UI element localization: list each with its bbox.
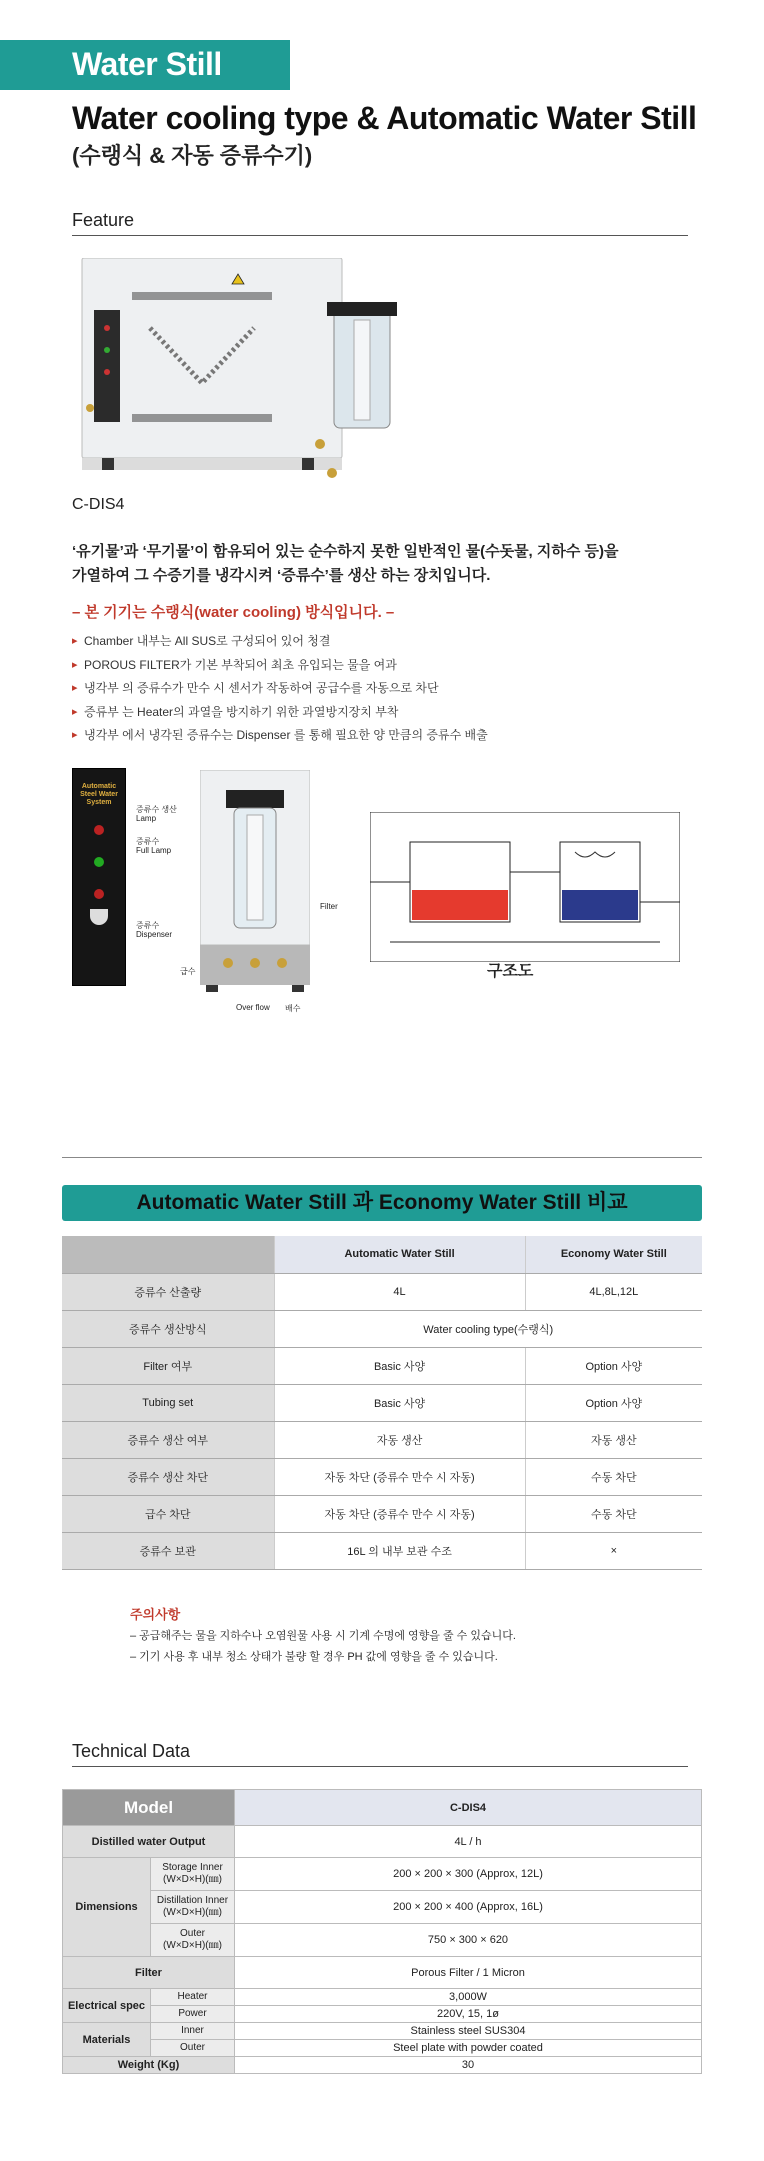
outer-dim-name: Outer [179,1928,205,1939]
distillation-inner-name: Distillation Inner [156,1895,229,1906]
overflow-callout: Over flow [236,1003,270,1012]
distillation-inner-label [151,1891,235,1924]
table-row [62,1495,702,1532]
storage-inner-name: Storage Inner [162,1862,223,1873]
row-label: 급수 차단 [62,1495,274,1532]
drain-callout: 배수 [285,1004,301,1013]
table-row [63,2057,702,2074]
output-value: 4L / h [235,1826,702,1858]
comparison-table [62,1236,702,1570]
table-row [63,1989,702,2006]
callout-dispenser-sub: Dispenser [136,930,173,939]
table-cell: 4L,8L,12L [525,1273,702,1310]
row-label: 증류수 생산 여부 [62,1421,274,1458]
cooling-type-highlight: – 본 기기는 수랭식(water cooling) 방식입니다. – [72,604,395,621]
table-cell: Basic 사양 [274,1347,525,1384]
distillation-inner-value: 200 × 200 × 400 (Approx, 16L) [235,1891,702,1924]
structure-label: 구조도 [487,963,534,980]
production-lamp-icon [94,825,104,835]
table-cell: 자동 생산 [274,1421,525,1458]
table-row [63,1924,702,1957]
table-cell: Option 사양 [525,1384,702,1421]
storage-inner-unit: (W×D×H)(㎜) [163,1874,222,1885]
row-label: 증류수 산출량 [62,1273,274,1310]
output-label: Distilled water Output [63,1826,235,1858]
electrical-label: Electrical spec [63,1989,151,2023]
table-row [63,1957,702,1989]
table-cell: 수동 차단 [525,1495,702,1532]
table-row [63,2006,702,2023]
table-header-cell: Economy Water Still [525,1236,702,1273]
technical-data-table [62,1789,702,2074]
weight-label: Weight (Kg) [63,2057,235,2074]
control-panel-image [72,768,126,986]
feature-list [72,630,712,748]
table-header-row [62,1236,702,1273]
page-title: Water cooling type & Automatic Water Still [72,100,697,136]
full-lamp-icon [94,857,104,867]
heater-label: Heater [151,1989,235,2006]
feature-item: ▸ 증류부 는 Heater의 과열을 방지하기 위한 과열방지장치 부착 [72,701,712,725]
product-model-label: C-DIS4 [72,496,125,513]
table-row [63,1790,702,1826]
note-item: – 기기 사용 후 내부 청소 상태가 불량 할 경우 PH 값에 영향을 줄 수 있습니다. [130,1651,498,1663]
filter-callout: Filter [320,902,338,911]
table-row [63,2023,702,2040]
model-value: C-DIS4 [235,1790,702,1826]
table-cell: Basic 사양 [274,1384,525,1421]
outer-dim-label [151,1924,235,1957]
table-row [62,1532,702,1569]
row-label: 증류수 생산방식 [62,1310,274,1347]
inner-material-label: Inner [151,2023,235,2040]
note-item: – 공급해주는 물을 지하수나 오염원물 사용 시 기계 수명에 영향을 줄 수 있습니다. [130,1630,516,1642]
table-row [62,1458,702,1495]
outer-dim-unit: (W×D×H)(㎜) [163,1940,222,1951]
table-row [63,1826,702,1858]
row-label: Filter 여부 [62,1347,274,1384]
materials-label: Materials [63,2023,151,2057]
table-cell: 4L [274,1273,525,1310]
table-row [62,1310,702,1347]
table-cell: 자동 차단 (증류수 만수 시 자동) [274,1458,525,1495]
callout-lamp-sub: Lamp [136,814,157,823]
filter-label: Filter [63,1957,235,1989]
table-cell: × [525,1532,702,1569]
dimensions-label: Dimensions [63,1858,151,1957]
callout-dispenser: 증류수 [136,921,160,930]
row-label: Tubing set [62,1384,274,1421]
technical-data-heading: Technical Data [72,1741,191,1761]
feature-item: ▸ 냉각부 에서 냉각된 증류수는 Dispenser 를 통해 필요한 양 만큼의 증류수 배출 [72,724,712,748]
table-cell: Option 사양 [525,1347,702,1384]
inner-material-value: Stainless steel SUS304 [235,2023,702,2040]
table-row [62,1347,702,1384]
table-row [62,1421,702,1458]
description-line-2: 가열하여 그 수증기를 냉각시켜 ‘증류수’를 생산 하는 장치입니다. [72,567,491,584]
outer-dim-value: 750 × 300 × 620 [235,1924,702,1957]
table-row [63,1858,702,1891]
table-row [62,1273,702,1310]
power-label: Power [151,2006,235,2023]
weight-value: 30 [235,2057,702,2074]
table-cell: Water cooling type(수랭식) [274,1310,702,1347]
feature-item: ▸ 냉각부 의 증류수가 만수 시 센서가 작동하여 공급수를 자동으로 차단 [72,677,712,701]
power-switch-icon [94,889,104,899]
table-cell: 자동 차단 (증류수 만수 시 자동) [274,1495,525,1532]
distillation-inner-unit: (W×D×H)(㎜) [163,1907,222,1918]
feature-heading: Feature [72,210,135,230]
table-header-cell: Automatic Water Still [274,1236,525,1273]
table-cell: 16L 의 내부 보관 수조 [274,1532,525,1569]
outer-material-label: Outer [151,2040,235,2057]
notes-title: 주의사항 [130,1607,181,1622]
section-divider [62,1157,702,1158]
category-banner: Water Still [0,40,290,90]
storage-inner-value: 200 × 200 × 300 (Approx, 12L) [235,1858,702,1891]
callout-full-sub: Full Lamp [136,846,172,855]
feature-item: ▸ Chamber 내부는 All SUS로 구성되어 있어 청결 [72,630,712,654]
supply-callout: 급수 [180,967,196,976]
callout-lamp: 증류수 생산 [136,805,177,814]
product-photo [72,258,402,523]
table-row [62,1384,702,1421]
table-row [63,2040,702,2057]
feature-divider [72,235,688,236]
feature-item: ▸ POROUS FILTER가 기본 부착되어 최초 유입되는 물을 여과 [72,654,712,678]
description-line-1: ‘유기물’과 ‘무기물’이 함유되어 있는 순수하지 못한 일반적인 물(수돗물, 지하수 등)을 [72,543,619,560]
table-row [63,1891,702,1924]
structure-diagram [370,812,680,962]
table-cell: 자동 생산 [525,1421,702,1458]
filter-value: Porous Filter / 1 Micron [235,1957,702,1989]
model-label: Model [63,1790,235,1826]
notes-list [130,1626,516,1668]
product-description [72,540,692,588]
panel-brand: Automatic Steel Water System [80,783,118,806]
storage-inner-label [151,1858,235,1891]
page-subtitle: (수랭식 & 자동 증류수기) [72,143,313,168]
row-label: 증류수 생산 차단 [62,1458,274,1495]
table-cell: 수동 차단 [525,1458,702,1495]
power-value: 220V, 15, 1ø [235,2006,702,2023]
callout-full: 증류수 [136,837,160,846]
row-label: 증류수 보관 [62,1532,274,1569]
tech-divider [72,1766,688,1767]
heater-value: 3,000W [235,1989,702,2006]
dispenser-icon [90,909,108,925]
unit-side-image [200,770,310,992]
outer-material-value: Steel plate with powder coated [235,2040,702,2057]
comparison-title: Automatic Water Still 과 Economy Water Still 비교 [62,1185,702,1221]
table-header-cell [62,1236,274,1273]
